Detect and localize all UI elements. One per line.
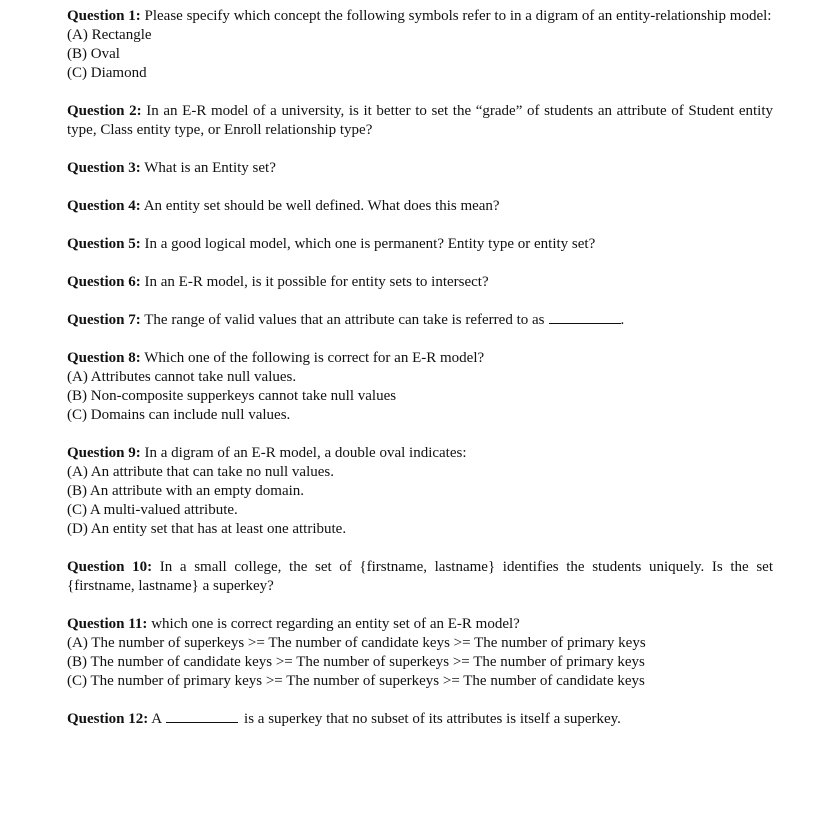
option-b: (B) An attribute with an empty domain. [67,483,305,499]
question-7 [67,311,773,330]
option-a: (A) Rectangle [67,27,152,43]
question-label: Question 6: [67,274,141,290]
option-c: (C) A multi-valued attribute. [67,502,238,518]
question-label: Question 1: [67,8,141,24]
question-5 [67,235,773,254]
question-text: Please specify which concept the following symbols refer to in a digram of an entity-relationship model: [144,8,772,24]
option-d: (D) An entity set that has at least one attribute. [67,521,347,537]
question-text: An entity set should be well defined. What does this mean? [143,198,500,214]
question-label: Question 3: [67,160,141,176]
question-1 [67,7,773,83]
answer-blank [166,710,238,723]
option-c: (C) Diamond [67,65,147,81]
question-label: Question 10: [67,559,153,575]
question-label: Question 5: [67,236,141,252]
question-9 [67,444,773,539]
answer-blank [549,311,621,324]
question-label: Question 4: [67,198,141,214]
question-text: In an E-R model, is it possible for entity sets to intersect? [144,274,489,290]
question-text: Which one of the following is correct for an E-R model? [144,350,485,366]
question-text: What is an Entity set? [144,160,276,176]
option-b: (B) The number of candidate keys >= The number of superkeys >= The number of primary keys [67,654,645,670]
question-text: A [151,711,163,727]
question-text: In an E-R model of a university, is it better to set the “grade” of students an attribute of Student entity type, Class entity type, or Enroll relationship type? [67,103,773,138]
question-11 [67,615,773,691]
question-8 [67,349,773,425]
question-4 [67,197,773,216]
question-list [67,7,773,748]
question-text-after: . [620,312,625,328]
option-c: (C) Domains can include null values. [67,407,291,423]
option-a: (A) The number of superkeys >= The number of candidate keys >= The number of primary keys [67,635,646,651]
question-label: Question 12: [67,711,149,727]
question-label: Question 11: [67,616,148,632]
question-text: which one is correct regarding an entity set of an E-R model? [151,616,520,632]
option-c: (C) The number of primary keys >= The number of superkeys >= The number of candidate keys [67,673,645,689]
question-text: In a good logical model, which one is permanent? Entity type or entity set? [144,236,596,252]
question-6 [67,273,773,292]
question-12 [67,710,773,729]
question-label: Question 2: [67,103,142,119]
question-text-after: is a superkey that no subset of its attributes is itself a superkey. [244,711,621,727]
question-label: Question 8: [67,350,141,366]
option-b: (B) Non-composite supperkeys cannot take null values [67,388,397,404]
option-a: (A) Attributes cannot take null values. [67,369,297,385]
question-text: In a small college, the set of {firstname, lastname} identifies the students uniquely. Is the set {firstname, lastname} a superkey? [67,559,773,594]
question-3 [67,159,773,178]
option-a: (A) An attribute that can take no null values. [67,464,335,480]
option-b: (B) Oval [67,46,120,62]
question-10 [67,558,773,596]
question-label: Question 7: [67,312,141,328]
question-text: In a digram of an E-R model, a double oval indicates: [144,445,467,461]
question-label: Question 9: [67,445,141,461]
question-2 [67,102,773,140]
question-text: The range of valid values that an attribute can take is referred to as [144,312,545,328]
